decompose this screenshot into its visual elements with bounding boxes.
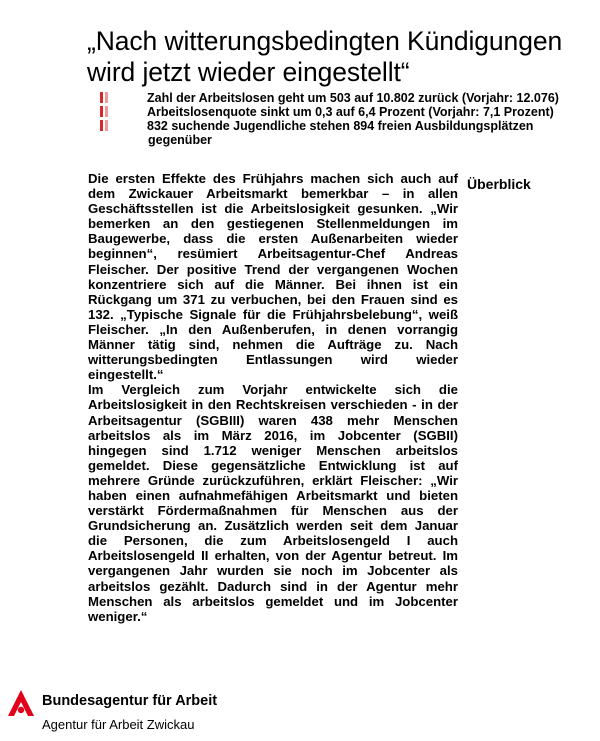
organization-name: Bundesagentur für Arbeit bbox=[42, 693, 218, 709]
headline bbox=[87, 26, 592, 88]
side-heading: Überblick bbox=[467, 176, 531, 192]
bullet-item bbox=[100, 91, 595, 105]
bullet-text: Zahl der Arbeitslosen geht um 503 auf 10.802 zurück (Vorjahr: 12.076) bbox=[147, 91, 559, 105]
bullet-text: Arbeitslosenquote sinkt um 0,3 auf 6,4 Prozent (Vorjahr: 7,1 Prozent) bbox=[147, 105, 554, 119]
headline-line-2: wird jetzt wieder eingestellt“ bbox=[87, 56, 410, 87]
bullet-text: 832 suchende Jugendliche stehen 894 freien Ausbildungsplätzen bbox=[147, 119, 534, 133]
bullet-marker-icon bbox=[100, 106, 109, 117]
bullet-marker-icon bbox=[100, 92, 109, 103]
article-paragraph-1: Die ersten Effekte des Frühjahrs machen sich auch auf dem Zwickauer Arbeitsmarkt bemerkbar – in allen Geschäftsstellen ist die Arbeitslosigkeit gesunken. „Wir bemerken an den gestiegenen Stellenmeldungen im Baugewerbe, dass die ersten Außenarbeiten wieder beginnen“, resümiert Arbeitsagentur-Chef Andreas Fleischer. Der positive Trend der vergangenen Wochen konzentriere sich auf die Männer. Bei ihnen ist ein Rückgang um 371 zu verbuchen, bei den Frauen sind es 132. „Typische Signale für die Frühjahrsbelebung“, weiß Fleischer. „In den Außenberufen, in denen vorrangig Männer tätig sind, nehmen die Aufträge zu. Nach witterungsbedingten Entlassungen wird wieder eingestellt.“ bbox=[88, 171, 458, 383]
bullet-item bbox=[100, 105, 595, 119]
summary-bullets bbox=[100, 91, 595, 147]
article-paragraph-2: Im Vergleich zum Vorjahr entwickelte sich die Arbeitslosigkeit in den Rechtskreisen verschieden - in der Arbeitsagentur (SGBIII) waren 438 mehr Menschen arbeitslos als im März 2016, im Jobcenter (SGBII) hingegen sind 1.712 weniger Menschen arbeitslos gemeldet. Diese gegensätzliche Entwicklung ist auf mehrere Gründe zurückzuführen, erklärt Fleischer: „Wir haben einen aufnahmefähigen Arbeitsmarkt und bieten verstärkt Fördermaßnahmen für Menschen aus der Grundsicherung an. Zusätzlich werden seit dem Januar die Personen, die zum Arbeitslosengeld I auch Arbeitslosengeld II erhalten, von der Agentur betreut. Im vergangenen Jahr wurden sie noch im Jobcenter als arbeitslos gezählt. Dadurch sind in der Agentur mehr Menschen als arbeitslos gemeldet und im Jobcenter weniger.“ bbox=[88, 382, 458, 624]
bullet-marker-icon bbox=[100, 120, 109, 131]
bullet-item bbox=[100, 119, 595, 147]
article-body bbox=[88, 171, 458, 624]
bundesagentur-logo-icon bbox=[8, 690, 34, 720]
headline-line-1: „Nach witterungsbedingten Kündigungen bbox=[87, 25, 563, 56]
organization-subname: Agentur für Arbeit Zwickau bbox=[42, 717, 195, 732]
bullet-text-continuation: gegenüber bbox=[148, 133, 212, 147]
